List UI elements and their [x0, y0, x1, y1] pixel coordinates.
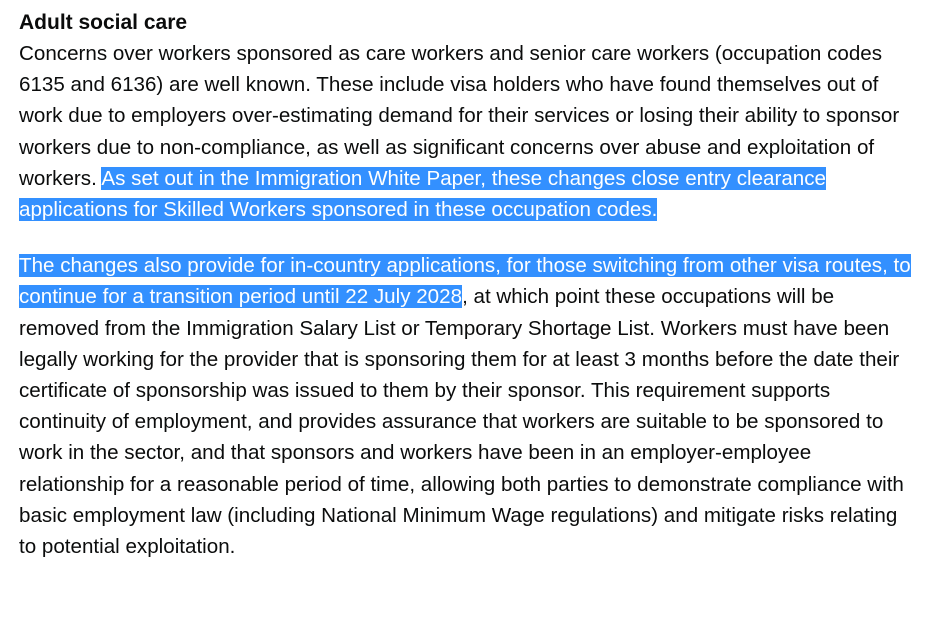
section-heading: Adult social care [19, 11, 188, 34]
selected-text-transition[interactable]: The changes also provide for in-country applications, for those switching from other visa routes, to continue for a transition period until 22 July 2028 [19, 254, 911, 309]
paragraph-concerns-text: Concerns over workers sponsored as care workers and senior care workers (occupation codes 6135 and 6136) are well known. These include visa holders who have found themselves out of work due to employers over-estimating demand for their services or losing their ability to sponsor workers due to non-compliance, as well as significant concerns over abuse and exploitation of workers. [19, 42, 900, 190]
selected-text-white-paper[interactable]: As set out in the Immigration White Paper, these changes close entry clearance applications for Skilled Workers sponsored in these occupation codes. [19, 166, 826, 222]
paragraph-transition [19, 250, 919, 562]
paragraph-concerns [19, 38, 919, 225]
paragraph-transition-text: , at which point these occupations will be removed from the Immigration Salary List or Temporary Shortage List. Workers must have been legally working for the provider that is sponsoring them for at least 3 months before the date their certificate of sponsorship was issued to them by their sponsor. This requirement supports continuity of employment, and provides assurance that workers are suitable to be sponsored to work in the sector, and that sponsors and workers have been in an employer-employee relationship for a reasonable period of time, allowing both parties to demonstrate compliance with basic employment law (including National Minimum Wage regulations) and mitigate risks relating to potential exploitation. [19, 285, 904, 559]
document-body [19, 8, 919, 562]
